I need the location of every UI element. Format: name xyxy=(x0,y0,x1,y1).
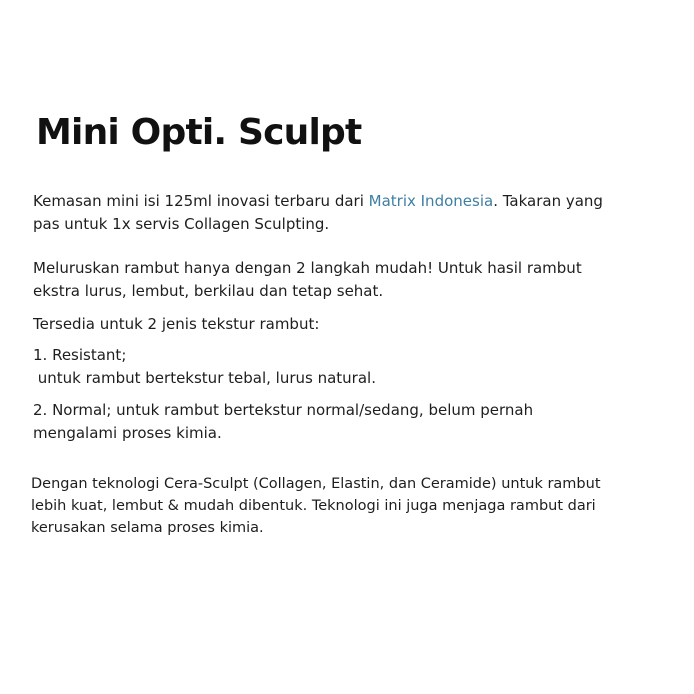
intro-line-2: pas untuk 1x servis Collagen Sculpting. xyxy=(33,215,330,233)
product-title: Mini Opti. Sculpt xyxy=(36,112,362,153)
technology-line-3: kerusakan selama proses kimia. xyxy=(31,520,264,536)
benefit-line-1: Meluruskan rambut hanya dengan 2 langkah mudah! Untuk hasil rambut xyxy=(33,259,582,277)
matrix-indonesia-link[interactable]: Matrix Indonesia xyxy=(368,192,494,210)
intro-line-1 xyxy=(33,190,603,213)
intro-text-before-link: Kemasan mini isi 125ml inovasi terbaru dari xyxy=(33,192,369,210)
benefit-paragraph xyxy=(33,257,582,303)
intro-text-after-link: . Takaran yang xyxy=(493,192,603,210)
type-normal-line-2: mengalami proses kimia. xyxy=(33,424,222,442)
technology-paragraph xyxy=(31,473,601,539)
type-resistant-paragraph xyxy=(33,344,376,390)
type-resistant-line-1: 1. Resistant; xyxy=(33,346,127,364)
technology-line-1: Dengan teknologi Cera-Sculpt (Collagen, Elastin, dan Ceramide) untuk rambut xyxy=(31,476,601,492)
benefit-line-2: ekstra lurus, lembut, berkilau dan tetap sehat. xyxy=(33,282,384,300)
type-resistant-line-2: untuk rambut bertekstur tebal, lurus natural. xyxy=(33,369,376,387)
type-normal-paragraph xyxy=(33,399,533,445)
technology-line-2: lebih kuat, lembut & mudah dibentuk. Teknologi ini juga menjaga rambut dari xyxy=(31,498,596,514)
types-heading: Tersedia untuk 2 jenis tekstur rambut: xyxy=(33,315,320,333)
intro-paragraph xyxy=(33,190,603,236)
type-normal-line-1: 2. Normal; untuk rambut bertekstur normal/sedang, belum pernah xyxy=(33,401,534,419)
